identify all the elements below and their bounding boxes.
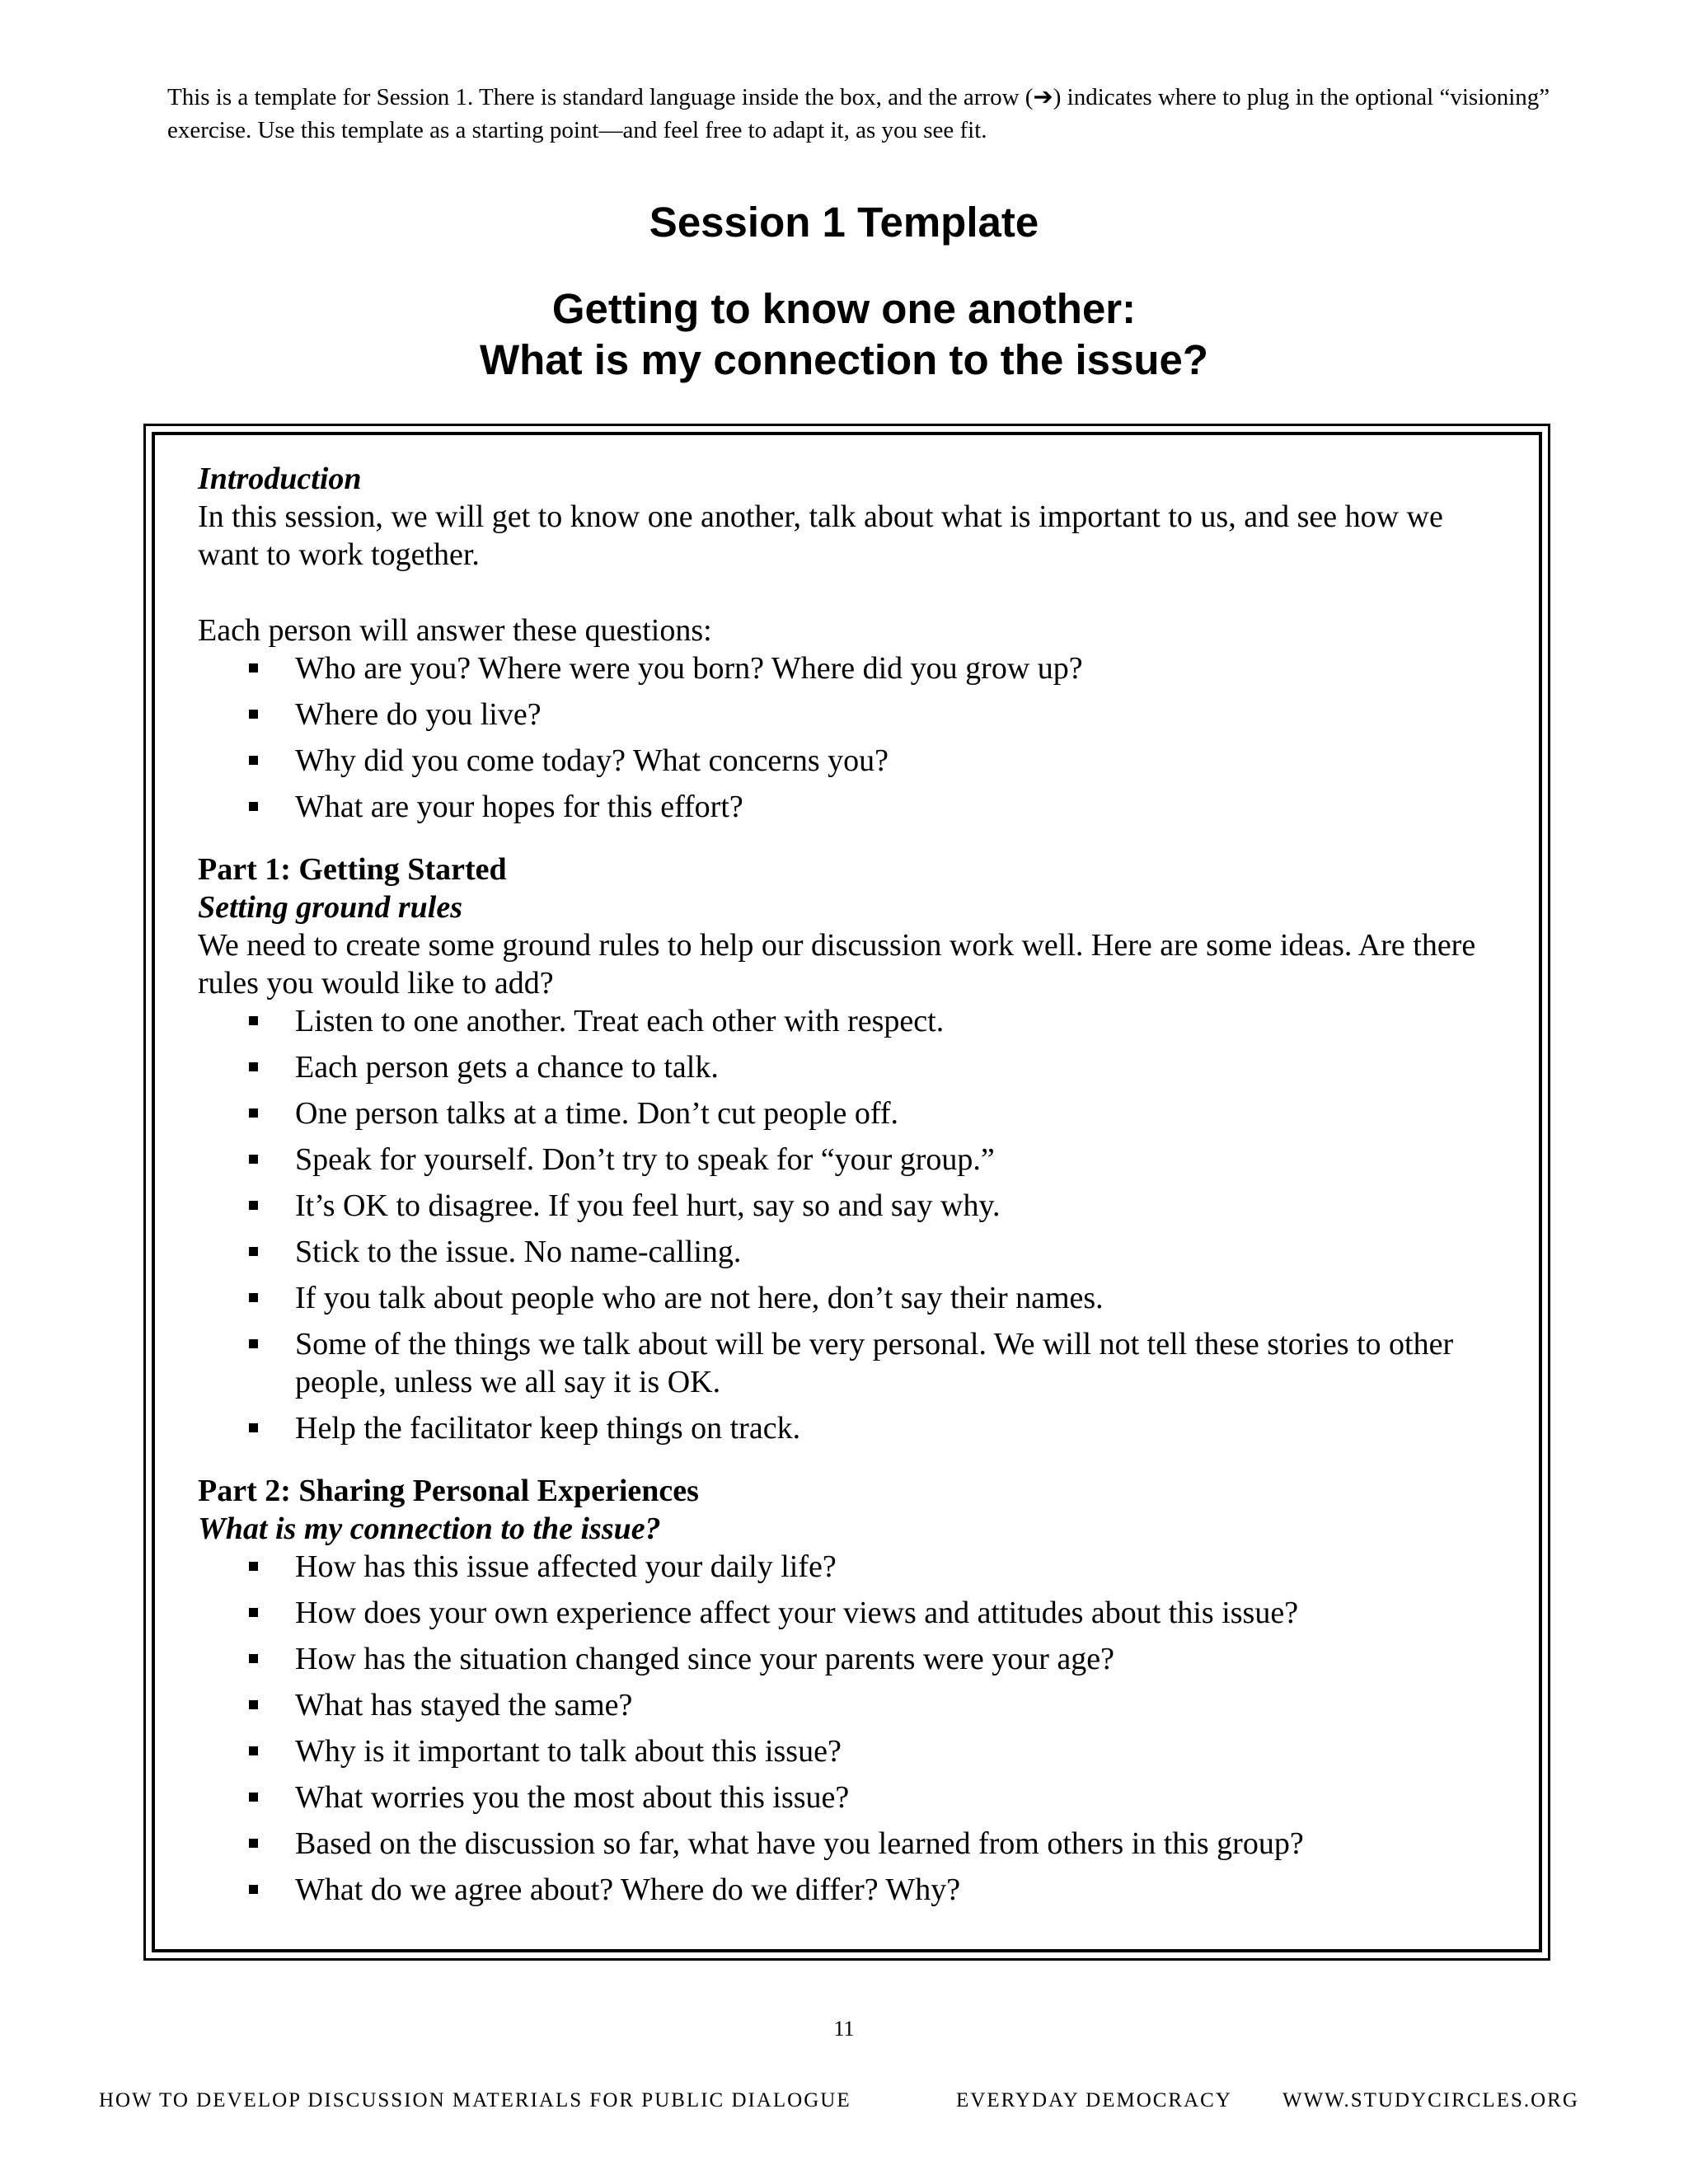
list-item: Listen to one another. Treat each other with respect.	[198, 1002, 1484, 1040]
list-item: How has the situation changed since your parents were your age?	[198, 1640, 1484, 1678]
list-item: If you talk about people who are not here, don’t say their names.	[198, 1279, 1484, 1317]
list-item: Stick to the issue. No name-calling.	[198, 1233, 1484, 1271]
list-item: What has stayed the same?	[198, 1686, 1484, 1724]
subtitle-line-1: Getting to know one another:	[551, 285, 1137, 332]
template-content	[198, 460, 1484, 1917]
page-subtitle	[0, 284, 1688, 386]
part1-text: We need to create some ground rules to help our discussion work well. Here are some ideas. Are there rules you would like to add?	[198, 928, 1476, 1001]
part1-heading: Part 1: Getting Started	[198, 852, 507, 887]
introduction-heading: Introduction	[198, 462, 362, 496]
list-item: What worries you the most about this issue?	[198, 1779, 1484, 1816]
list-item: Help the facilitator keep things on track.	[198, 1409, 1484, 1447]
list-item: Where do you live?	[198, 696, 1484, 733]
list-item: What do we agree about? Where do we differ? Why?	[198, 1871, 1484, 1909]
introduction-text: In this session, we will get to know one another, talk about what is important to us, and see how we want to work together.	[198, 499, 1443, 572]
list-item: Each person gets a chance to talk.	[198, 1048, 1484, 1086]
part2-heading: Part 2: Sharing Personal Experiences	[198, 1474, 699, 1508]
list-item: Based on the discussion so far, what have you learned from others in this group?	[198, 1825, 1484, 1863]
list-item: Speak for yourself. Don’t try to speak for “your group.”	[198, 1141, 1484, 1179]
list-item: One person talks at a time. Don’t cut people off.	[198, 1094, 1484, 1132]
list-item: How does your own experience affect your views and attitudes about this issue?	[198, 1594, 1484, 1632]
subtitle-line-2: What is my connection to the issue?	[479, 336, 1209, 383]
part1-subheading: Setting ground rules	[198, 890, 462, 925]
list-item: How has this issue affected your daily life?	[198, 1548, 1484, 1586]
intro-note: This is a template for Session 1. There is standard language inside the box, and the arrow (➔) indicates where to plug in the optional “visioning” exercise. Use this template as a starting point—and feel free to adapt it, as you see fit.	[167, 84, 1550, 143]
list-item: Some of the things we talk about will be very personal. We will not tell these stories to other people, unless we all say it is OK.	[198, 1325, 1484, 1401]
page-title: Session 1 Template	[649, 199, 1039, 246]
page-number: 11	[833, 2017, 855, 2041]
list-item: Why did you come today? What concerns you?	[198, 742, 1484, 780]
footer-organization: EVERYDAY DEMOCRACY	[956, 2089, 1232, 2111]
list-item: Why is it important to talk about this issue?	[198, 1732, 1484, 1770]
part2-subheading: What is my connection to the issue?	[198, 1511, 661, 1546]
personal-experience-list	[198, 1548, 1484, 1909]
list-item: What are your hopes for this effort?	[198, 788, 1484, 826]
footer-website: WWW.STUDYCIRCLES.ORG	[1282, 2089, 1579, 2111]
list-item: It’s OK to disagree. If you feel hurt, say so and say why.	[198, 1187, 1484, 1225]
ground-rules-list	[198, 1002, 1484, 1447]
questions-lead: Each person will answer these questions:	[198, 613, 712, 648]
footer-publication: HOW TO DEVELOP DISCUSSION MATERIALS FOR PUBLIC DIALOGUE	[99, 2089, 851, 2111]
intro-question-list	[198, 649, 1484, 826]
list-item: Who are you? Where were you born? Where did you grow up?	[198, 649, 1484, 687]
